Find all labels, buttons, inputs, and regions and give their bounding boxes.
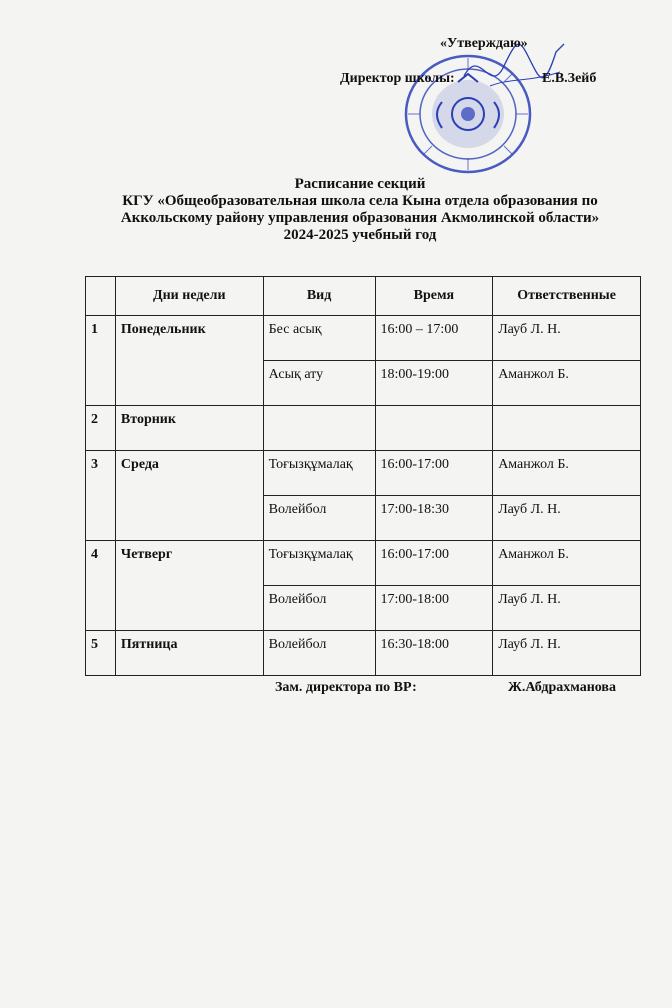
director-label: Директор школы: (340, 71, 455, 86)
title-line-2: КГУ «Общеобразовательная школа села Кына отдела образования по (122, 193, 598, 209)
table-row (86, 631, 641, 676)
header-day: Дни недели (115, 277, 263, 316)
row-number: 4 (86, 541, 116, 631)
header-activity: Вид (263, 277, 375, 316)
title-line-1: Расписание секций (294, 176, 426, 192)
row-time: 16:00 – 17:00 (375, 316, 493, 361)
row-day: Пятница (115, 631, 263, 676)
table-header-row (86, 277, 641, 316)
row-day: Понедельник (115, 316, 263, 406)
row-activity: Волейбол (263, 631, 375, 676)
row-day: Четверг (115, 541, 263, 631)
table-row (86, 316, 641, 361)
header-time: Время (375, 277, 493, 316)
title-line-3: Аккольскому району управления образования Акмолинской области» (120, 210, 600, 226)
row-responsible: Лауб Л. Н. (493, 316, 641, 361)
row-day: Среда (115, 451, 263, 541)
row-activity: Волейбол (263, 496, 375, 541)
header-responsible: Ответственные (493, 277, 641, 316)
row-day: Вторник (115, 406, 263, 451)
header-num (86, 277, 116, 316)
row-responsible: Аманжол Б. (493, 541, 641, 586)
row-time: 16:00-17:00 (375, 451, 493, 496)
row-time: 17:00-18:30 (375, 496, 493, 541)
row-number: 5 (86, 631, 116, 676)
row-responsible: Лауб Л. Н. (493, 586, 641, 631)
table-row (86, 541, 641, 586)
director-name: Е.В.Зейб (542, 71, 597, 86)
row-responsible: Лауб Л. Н. (493, 496, 641, 541)
row-activity (263, 406, 375, 451)
row-activity: Тоғызқұмалақ (263, 451, 375, 496)
row-time: 17:00-18:00 (375, 586, 493, 631)
row-number: 1 (86, 316, 116, 406)
schedule-table (85, 276, 641, 676)
title-line-4: 2024-2025 учебный год (283, 227, 437, 243)
deputy-director-name: Ж.Абдрахманова (508, 680, 616, 695)
row-activity: Асық ату (263, 361, 375, 406)
deputy-director-label: Зам. директора по ВР: (275, 680, 417, 695)
row-time: 16:30-18:00 (375, 631, 493, 676)
row-number: 3 (86, 451, 116, 541)
row-responsible: Лауб Л. Н. (493, 631, 641, 676)
row-responsible (493, 406, 641, 451)
approval-heading: «Утверждаю» (440, 36, 528, 51)
row-activity: Волейбол (263, 586, 375, 631)
row-activity: Тоғызқұмалақ (263, 541, 375, 586)
row-time: 16:00-17:00 (375, 541, 493, 586)
row-time: 18:00-19:00 (375, 361, 493, 406)
row-time (375, 406, 493, 451)
document-title (40, 176, 672, 244)
row-responsible: Аманжол Б. (493, 361, 641, 406)
row-number: 2 (86, 406, 116, 451)
table-row (86, 406, 641, 451)
row-activity: Бес асық (263, 316, 375, 361)
table-row (86, 451, 641, 496)
row-responsible: Аманжол Б. (493, 451, 641, 496)
